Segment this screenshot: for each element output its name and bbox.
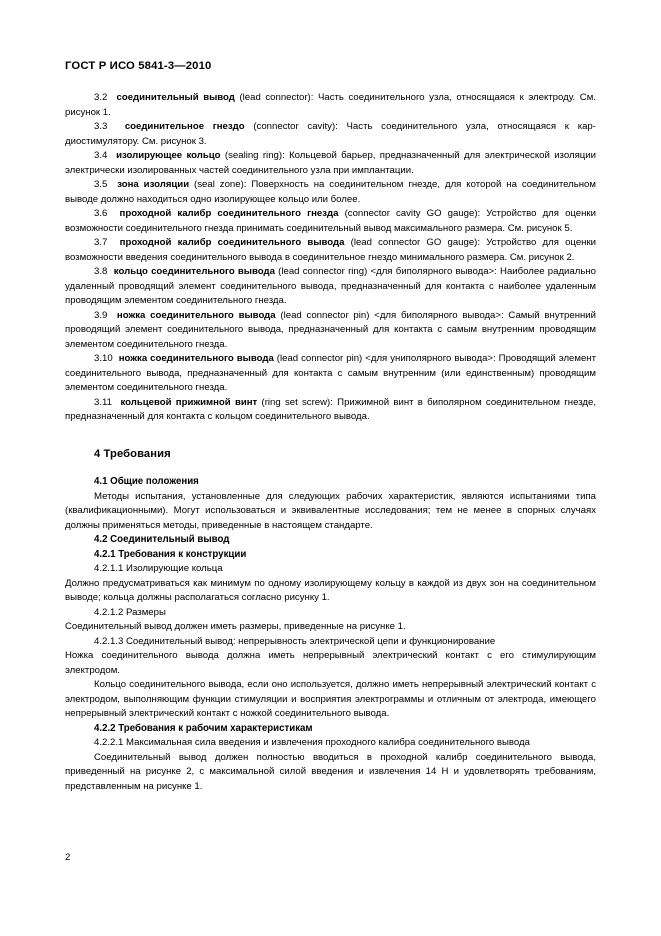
section-spacer: [65, 461, 596, 475]
term-en: (lead connector GO gauge): [350, 237, 478, 248]
section-heading-4-2-1: 4.2.1 Требования к конструкции: [94, 548, 247, 560]
section-4-2-1-2-body: Соединительный вывод должен иметь размеры, приведенные на рисунке 1.: [65, 621, 406, 632]
term-ru: проходной калибр соединительного гнезда: [119, 208, 339, 219]
term-entry: [65, 309, 596, 353]
term-number: 3.5: [94, 179, 108, 190]
term-entry: [65, 352, 596, 396]
term-entry: [65, 120, 596, 149]
term-en: (lead connector): [239, 92, 311, 103]
term-ru: ножка соединительного вывода: [116, 309, 276, 321]
section-heading-4-2-1-2: 4.2.1.2 Размеры: [94, 606, 166, 618]
section-4-2-2-1-body: Соединительный вывод должен полностью вводиться в проходной калибр соединительного вывода, приведенный на рисунке 2, с максимальной силой введения и извлечения 14 Н и удовлетворять требованиям, представленным на рисунке 1.: [65, 751, 596, 792]
term-ru: соединительный вывод: [116, 92, 235, 103]
section-spacer: [65, 425, 596, 447]
section-heading-4-2-2-1: 4.2.2.1 Максимальная сила введения и извлечения проходного калибра соединительного вывода: [94, 737, 530, 748]
term-ru: проходной калибр соединительного вывода: [119, 237, 345, 248]
term-definition: : Устройство для оценки возможности введения соединительного вывода в соединительное гнездо минимального размера. См. рисунок 2.: [65, 237, 597, 263]
term-ru: изолирующее кольцо: [116, 150, 221, 161]
term-entry: [65, 149, 596, 178]
term-definition: : Кольцевой барьер, предназначенный для электрической изоляции электрически изолированных частей соединительного узла при имплантации.: [65, 150, 596, 176]
term-en: (lead connector pin): [276, 353, 363, 364]
term-entry: [65, 178, 596, 207]
term-number: 3.7: [94, 237, 108, 248]
term-ru: зона изоляции: [117, 179, 190, 190]
section-heading-4-1: 4.1 Общие положения: [94, 476, 199, 487]
term-entry: [65, 207, 596, 236]
section-4-2-1-1-body: Должно предусматриваться как минимум по одному изолирующему кольцу в каждой из двух зон на соединительном выводе; кольца должны располагаться согласно рисунку 1.: [65, 577, 596, 603]
term-en: (sealing ring): [224, 150, 283, 161]
section-heading-4-2-2: 4.2.2 Требования к рабочим характеристикам: [94, 722, 313, 734]
term-definition: <для биполярного вывода>: Наиболее радиально удаленный проводящий элемент соединительного вывода, предназначенный для контакта с наиболее удаленным проводящим элементом соединительного гнезда.: [65, 266, 596, 306]
term-definition: : Часть соединительного узла, относящаяся к кардиостимулятору. См. рисунок 3.: [65, 121, 596, 147]
term-en: (ring set screw): [261, 396, 331, 408]
section-4-1-body: Методы испытания, установленные для следующих рабочих характеристик, являются испытаниями типа (квалификационными). Могут использоваться и эквивалентные исследования; тем не менее в спорных случаях должны применяться методы, приведенные в настоящем стандарте.: [65, 490, 596, 531]
term-ru: кольцевой прижимной винт: [120, 396, 258, 408]
term-en: (lead connector pin): [280, 309, 370, 321]
term-entry: [65, 396, 596, 425]
term-number: 3.3: [94, 121, 108, 132]
section-heading-4-2-1-3: 4.2.1.3 Соединительный вывод: непрерывность электрической цепи и функционирование: [94, 635, 496, 647]
section-heading-4-2: 4.2 Соединительный вывод: [94, 534, 230, 545]
term-entry: [65, 265, 596, 309]
section-4-2-1-3-body-2: Кольцо соединительного вывода, если оно используется, должно иметь непрерывный электрический контакт с электродом, выполняющим функции стимуляции и восприятия электрограммы и отличным от электрода, имеющего непрерывный электрический контакт с ножкой соединительного вывода.: [65, 679, 596, 719]
term-entry: [65, 91, 596, 120]
term-definition: : Поверхность на соединительном гнезде, для которой на соединительном выводе должно находиться одно изолирующее кольцо или более.: [65, 179, 596, 205]
term-en: (connector cavity GO gauge): [344, 208, 478, 219]
term-number: 3.8: [94, 266, 108, 277]
page-number: 2: [65, 852, 71, 863]
term-definition: : Часть соединительного узла, относящаяся к электроду. См. рисунок 1.: [65, 92, 596, 118]
section-4-2-1-3-body-1: Ножка соединительного вывода должна иметь непрерывный электрический контакт с его стимулирующим электродом.: [65, 650, 596, 676]
section-heading-4: 4 Требования: [94, 447, 171, 460]
standard-header: ГОСТ Р ИСО 5841-3—2010: [65, 60, 212, 72]
term-number: 3.2: [94, 92, 108, 103]
term-en: (connector cavity): [253, 121, 336, 132]
term-en: (seal zone): [194, 179, 244, 190]
term-definition: <для униполярного вывода>: Проводящий элемент соединительного вывода, предназначенный для контакта с самым внутренним (или единственным) проводящим элементом соединительного гнезда.: [65, 353, 596, 393]
section-heading-4-2-1-1: 4.2.1.1 Изолирующие кольца: [94, 563, 223, 574]
term-en: (lead connector ring): [278, 266, 368, 277]
term-definition: : Устройство для оценки возможности соединительного гнезда принимать соединительный вывод максимального размера. См. рисунок 5.: [65, 208, 596, 234]
term-number: 3.9: [94, 309, 108, 321]
term-definition: : Прижимной винт в биполярном соединительном гнезде, предназначенный для контакта с кольцом соединительного вывода.: [65, 396, 596, 422]
term-number: 3.11: [94, 396, 112, 408]
term-ru: ножка соединительного вывода: [118, 353, 274, 364]
term-definition: <для биполярного вывода>: Самый внутренний проводящий элемент соединительного вывода, предназначенный для контакта с самым внутренним проводящим элементом соединительного гнезда.: [65, 309, 597, 350]
term-number: 3.6: [94, 208, 108, 219]
term-ru: кольцо соединительного вывода: [113, 266, 275, 277]
term-number: 3.10: [94, 353, 113, 364]
term-ru: соединительное гнездо: [124, 121, 245, 132]
term-entry: [65, 236, 596, 265]
term-number: 3.4: [94, 150, 108, 161]
document-body: [65, 91, 596, 794]
